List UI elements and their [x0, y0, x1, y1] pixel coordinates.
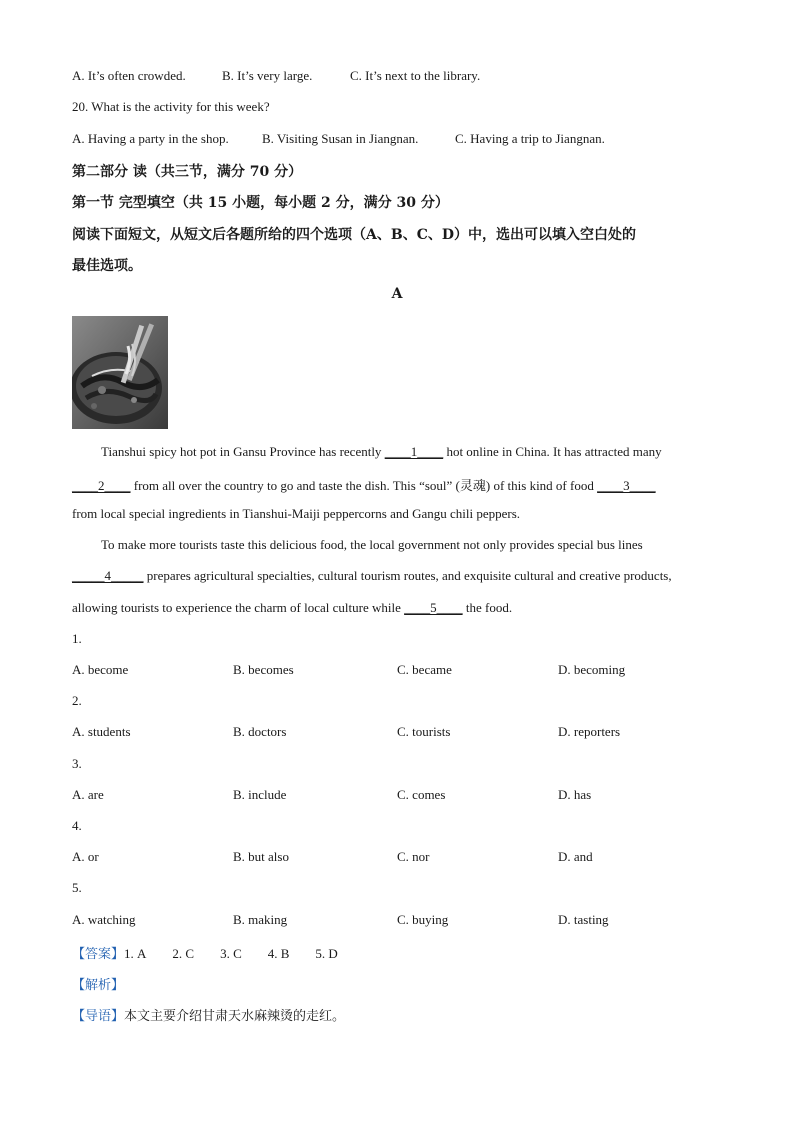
q2-option-d: D. reporters — [558, 724, 621, 739]
answer-line — [72, 943, 338, 962]
question-5-number: 5. — [72, 880, 82, 895]
question-2-number: 2. — [72, 693, 82, 708]
blank-4: _____4_____ — [72, 568, 144, 583]
q4-option-d: D. and — [558, 849, 593, 864]
passage-p1-line2: ____2____ from all over the country to go and taste the dish. This “soul” (灵魂) of this kind of food ____3____ — [72, 478, 656, 493]
q20-question: 20. What is the activity for this week? — [72, 99, 270, 114]
guide-text: 本文主要介绍甘肃天水麻辣烫的走红。 — [124, 1009, 346, 1024]
q3-option-c: C. comes — [397, 787, 446, 802]
instructions-line1: 阅读下面短文，从短文后各题所给的四个选项（A、B、C、D）中，选出可以填入空白处的 — [72, 227, 636, 243]
blank-3: ____3____ — [597, 478, 656, 493]
question-3-number: 3. — [72, 756, 82, 771]
blank-5: ____5____ — [404, 600, 463, 615]
q2-option-c: C. tourists — [397, 724, 451, 739]
q19-option-a: A. It’s often crowded. — [72, 68, 186, 83]
passage-p1-line1: Tianshui spicy hot pot in Gansu Province has recently ____1____ hot online in China. It has attracted many — [101, 444, 662, 459]
answer-1: 1. A — [124, 946, 147, 961]
passage-label: A — [391, 286, 403, 302]
q20-option-c: C. Having a trip to Jiangnan. — [455, 131, 605, 146]
passage-p1-line3: from local special ingredients in Tianshui-Maiji peppercorns and Gangu chili peppers. — [72, 506, 521, 521]
q3-option-a: A. are — [72, 787, 104, 802]
q3-option-d: D. has — [558, 787, 592, 802]
hot-pot-photo — [72, 316, 168, 429]
instructions-line2: 最佳选项。 — [72, 258, 142, 274]
guide-label: 【导语】 — [72, 1009, 125, 1024]
answer-4: 4. B — [267, 946, 290, 961]
q1-option-d: D. becoming — [558, 662, 626, 677]
part2-heading: 第二部分 读（共三节，满分 70 分） — [72, 164, 303, 180]
section1-heading: 第一节 完型填空（共 15 小题，每小题 2 分，满分 30 分） — [72, 195, 449, 211]
passage-p2-line1: To make more tourists taste this delicious food, the local government not only provides special bus lines — [101, 537, 643, 552]
answer-2: 2. C — [172, 946, 195, 961]
q5-option-b: B. making — [233, 912, 288, 927]
q19-option-c: C. It’s next to the library. — [350, 68, 481, 83]
answer-5: 5. D — [315, 946, 338, 961]
question-1-number: 1. — [72, 631, 82, 646]
passage-p2-line2: _____4_____ prepares agricultural specialties, cultural tourism routes, and exquisite cultural and creative products, — [72, 568, 672, 583]
q2-option-b: B. doctors — [233, 724, 287, 739]
q1-option-a: A. become — [72, 662, 129, 677]
q5-option-d: D. tasting — [558, 912, 609, 927]
q2-option-a: A. students — [72, 724, 131, 739]
answer-label: 【答案】 — [72, 947, 125, 962]
q20-option-b: B. Visiting Susan in Jiangnan. — [262, 131, 419, 146]
q5-option-c: C. buying — [397, 912, 449, 927]
q19-option-b: B. It’s very large. — [222, 68, 313, 83]
q1-option-c: C. became — [397, 662, 452, 677]
q4-option-a: A. or — [72, 849, 99, 864]
passage-p2-line3: allowing tourists to experience the charm of local culture while ____5____ the food. — [72, 600, 513, 615]
q5-option-a: A. watching — [72, 912, 136, 927]
q4-option-b: B. but also — [233, 849, 289, 864]
blank-2: ____2____ — [72, 478, 131, 493]
blank-1: ____1____ — [384, 444, 444, 459]
answer-3: 3. C — [220, 946, 242, 961]
guide-line — [72, 1005, 345, 1024]
question-4-number: 4. — [72, 818, 82, 833]
q4-option-c: C. nor — [397, 849, 430, 864]
q20-option-a: A. Having a party in the shop. — [72, 131, 229, 146]
q1-option-b: B. becomes — [233, 662, 294, 677]
analysis-label: 【解析】 — [72, 978, 125, 993]
q3-option-b: B. include — [233, 787, 287, 802]
